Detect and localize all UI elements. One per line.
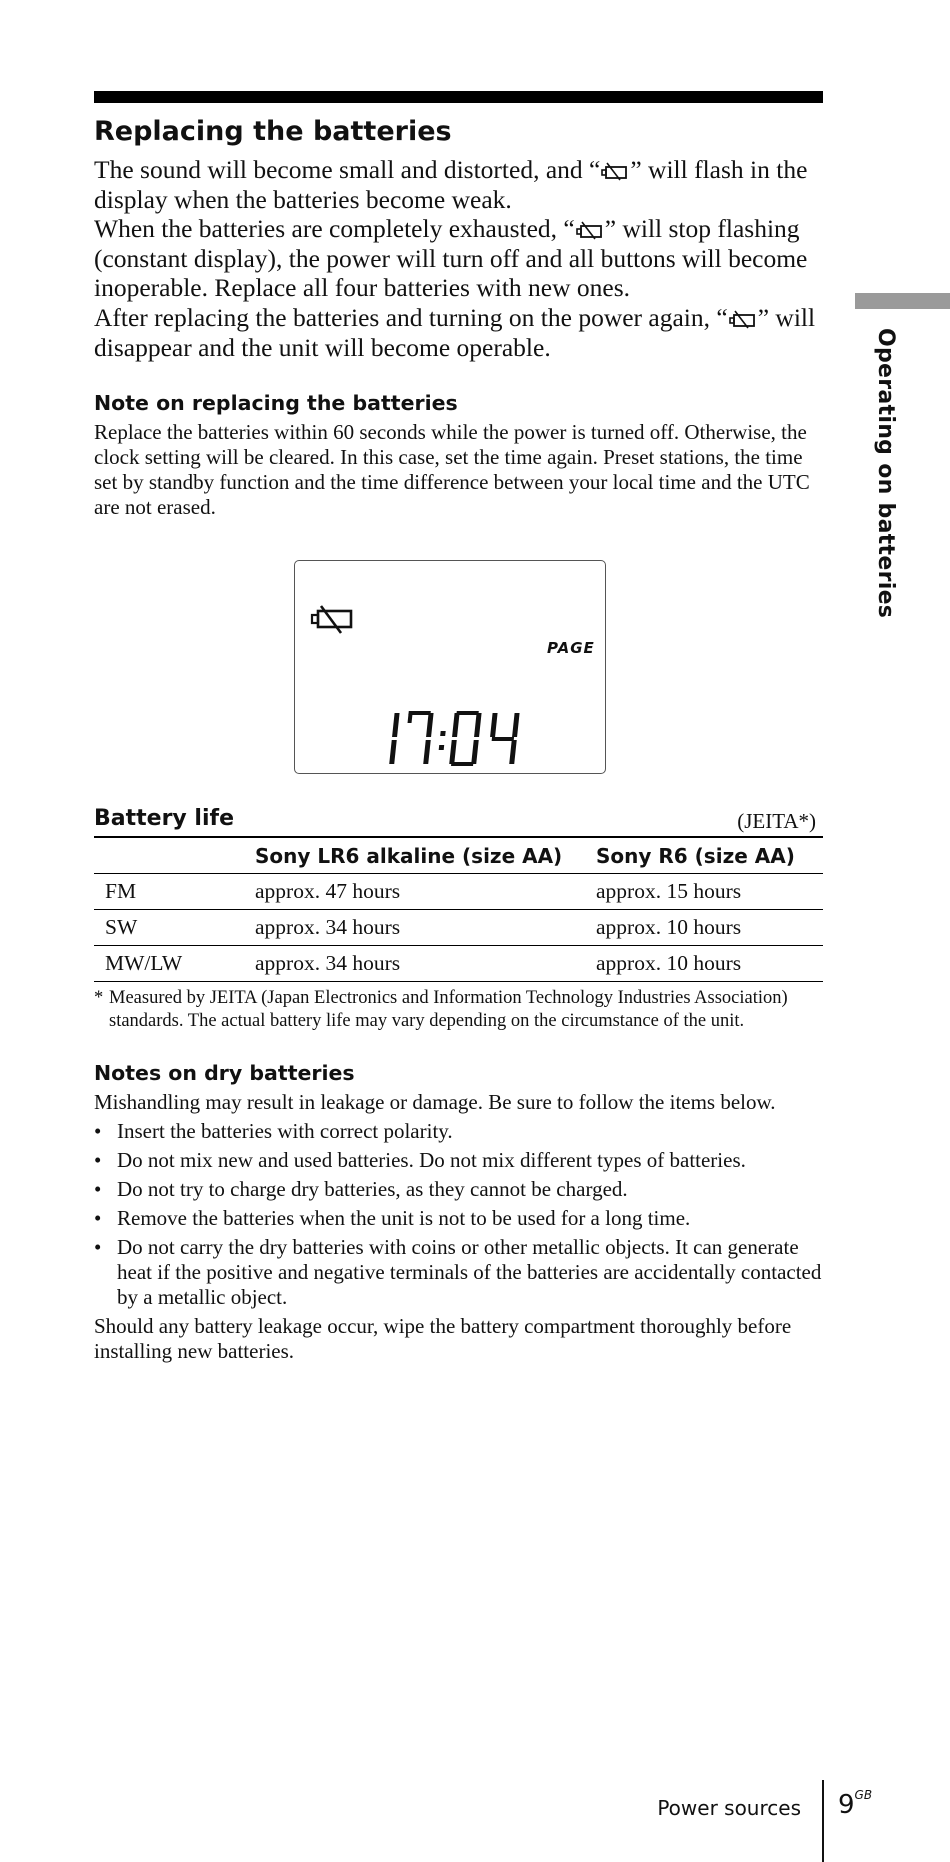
battery-life-standard: (JEITA*) — [737, 809, 816, 834]
table-header-cell: Sony R6 (size AA) — [596, 843, 795, 868]
lcd-time-digits — [381, 709, 531, 769]
table-cell: approx. 10 hours — [596, 915, 742, 940]
battery-life-header — [94, 804, 824, 836]
dry-notes-list — [94, 1119, 824, 1310]
paragraph-weak: The sound will become small and distorted, and “ ” will flash in the display when the batteries become weak. — [94, 155, 808, 214]
section-title: Replacing the batteries — [94, 116, 452, 147]
table-cell: SW — [105, 915, 138, 940]
table-cell: FM — [105, 879, 137, 904]
list-item: • Do not try to charge dry batteries, as they cannot be charged. — [94, 1177, 628, 1202]
top-rule — [94, 91, 823, 103]
list-item: • Do not carry the dry batteries with coins or other metallic objects. It can generate heat if the positive and negative terminals of the batteries are accidentally contacted by a metallic object. — [94, 1235, 822, 1310]
table-header-cell — [94, 837, 255, 874]
battery-empty-icon — [309, 603, 355, 640]
battery-icon — [728, 303, 758, 332]
dry-notes-intro: Mishandling may result in leakage or damage. Be sure to follow the items below. — [94, 1090, 776, 1115]
table-cell: approx. 10 hours — [596, 951, 742, 976]
table-cell: approx. 34 hours — [255, 915, 401, 940]
table-row — [94, 910, 823, 946]
side-tab-label: Operating on batteries — [873, 328, 898, 619]
page-content — [94, 112, 824, 1364]
lcd-time-readout — [381, 709, 531, 774]
bullet-icon: • — [94, 1235, 102, 1260]
battery-icon — [600, 155, 630, 184]
footer-divider — [822, 1780, 824, 1862]
dry-notes-title: Notes on dry batteries — [94, 1061, 355, 1086]
bullet-icon: • — [94, 1206, 102, 1231]
table-footnote — [94, 987, 824, 1032]
lcd-page-label: PAGE — [547, 639, 595, 658]
page-number: $9^{GB}$ — [838, 1788, 873, 1820]
footer-section-label: Power sources — [657, 1796, 801, 1820]
table-row — [94, 946, 823, 982]
table-header-row — [94, 837, 823, 874]
lcd-display-illustration — [294, 560, 606, 774]
table-row — [94, 874, 823, 910]
battery-icon — [575, 214, 605, 243]
battery-life-title: Battery life — [94, 806, 234, 832]
note-replacing-title: Note on replacing the batteries — [94, 391, 458, 416]
paragraph-replaced: After replacing the batteries and turning on the power again, “ ” will disappear and the unit will become operable. — [94, 302, 816, 362]
list-item: • Insert the batteries with correct polarity. — [94, 1119, 453, 1144]
list-item: • Do not mix new and used batteries. Do not mix different types of batteries. — [94, 1148, 746, 1173]
footnote-mark: * — [94, 988, 104, 1009]
table-header-cell: Sony LR6 alkaline (size AA) — [255, 843, 563, 868]
footnote-text: Measured by JEITA (Japan Electronics and Information Technology Industries Association) standards. The actual battery life may vary depending on the circumstance of the unit. — [109, 988, 788, 1031]
battery-life-table — [94, 836, 823, 982]
bullet-icon: • — [94, 1119, 102, 1144]
bullet-icon: • — [94, 1148, 102, 1173]
table-cell: approx. 15 hours — [596, 879, 742, 904]
table-cell: approx. 34 hours — [255, 951, 401, 976]
table-cell: MW/LW — [105, 951, 183, 976]
note-replacing-text: Replace the batteries within 60 seconds while the power is turned off. Otherwise, the clock setting will be cleared. In this case, set the time again. Preset stations, the time set by standby function and the time difference between your local time and the UTC are not erased. — [94, 420, 810, 520]
bullet-icon: • — [94, 1177, 102, 1202]
side-tab-bar — [855, 293, 950, 309]
paragraph-exhausted: When the batteries are completely exhausted, “ ” will stop flashing (constant display), the power will turn off and all buttons will become inoperable. Replace all four batteries with new ones. — [94, 214, 808, 303]
dry-notes-closing: Should any battery leakage occur, wipe the battery compartment thoroughly before installing new batteries. — [94, 1314, 792, 1364]
list-item: • Remove the batteries when the unit is not to be used for a long time. — [94, 1206, 691, 1231]
table-cell: approx. 47 hours — [255, 879, 401, 904]
page-suffix: GB — [854, 1788, 873, 1802]
